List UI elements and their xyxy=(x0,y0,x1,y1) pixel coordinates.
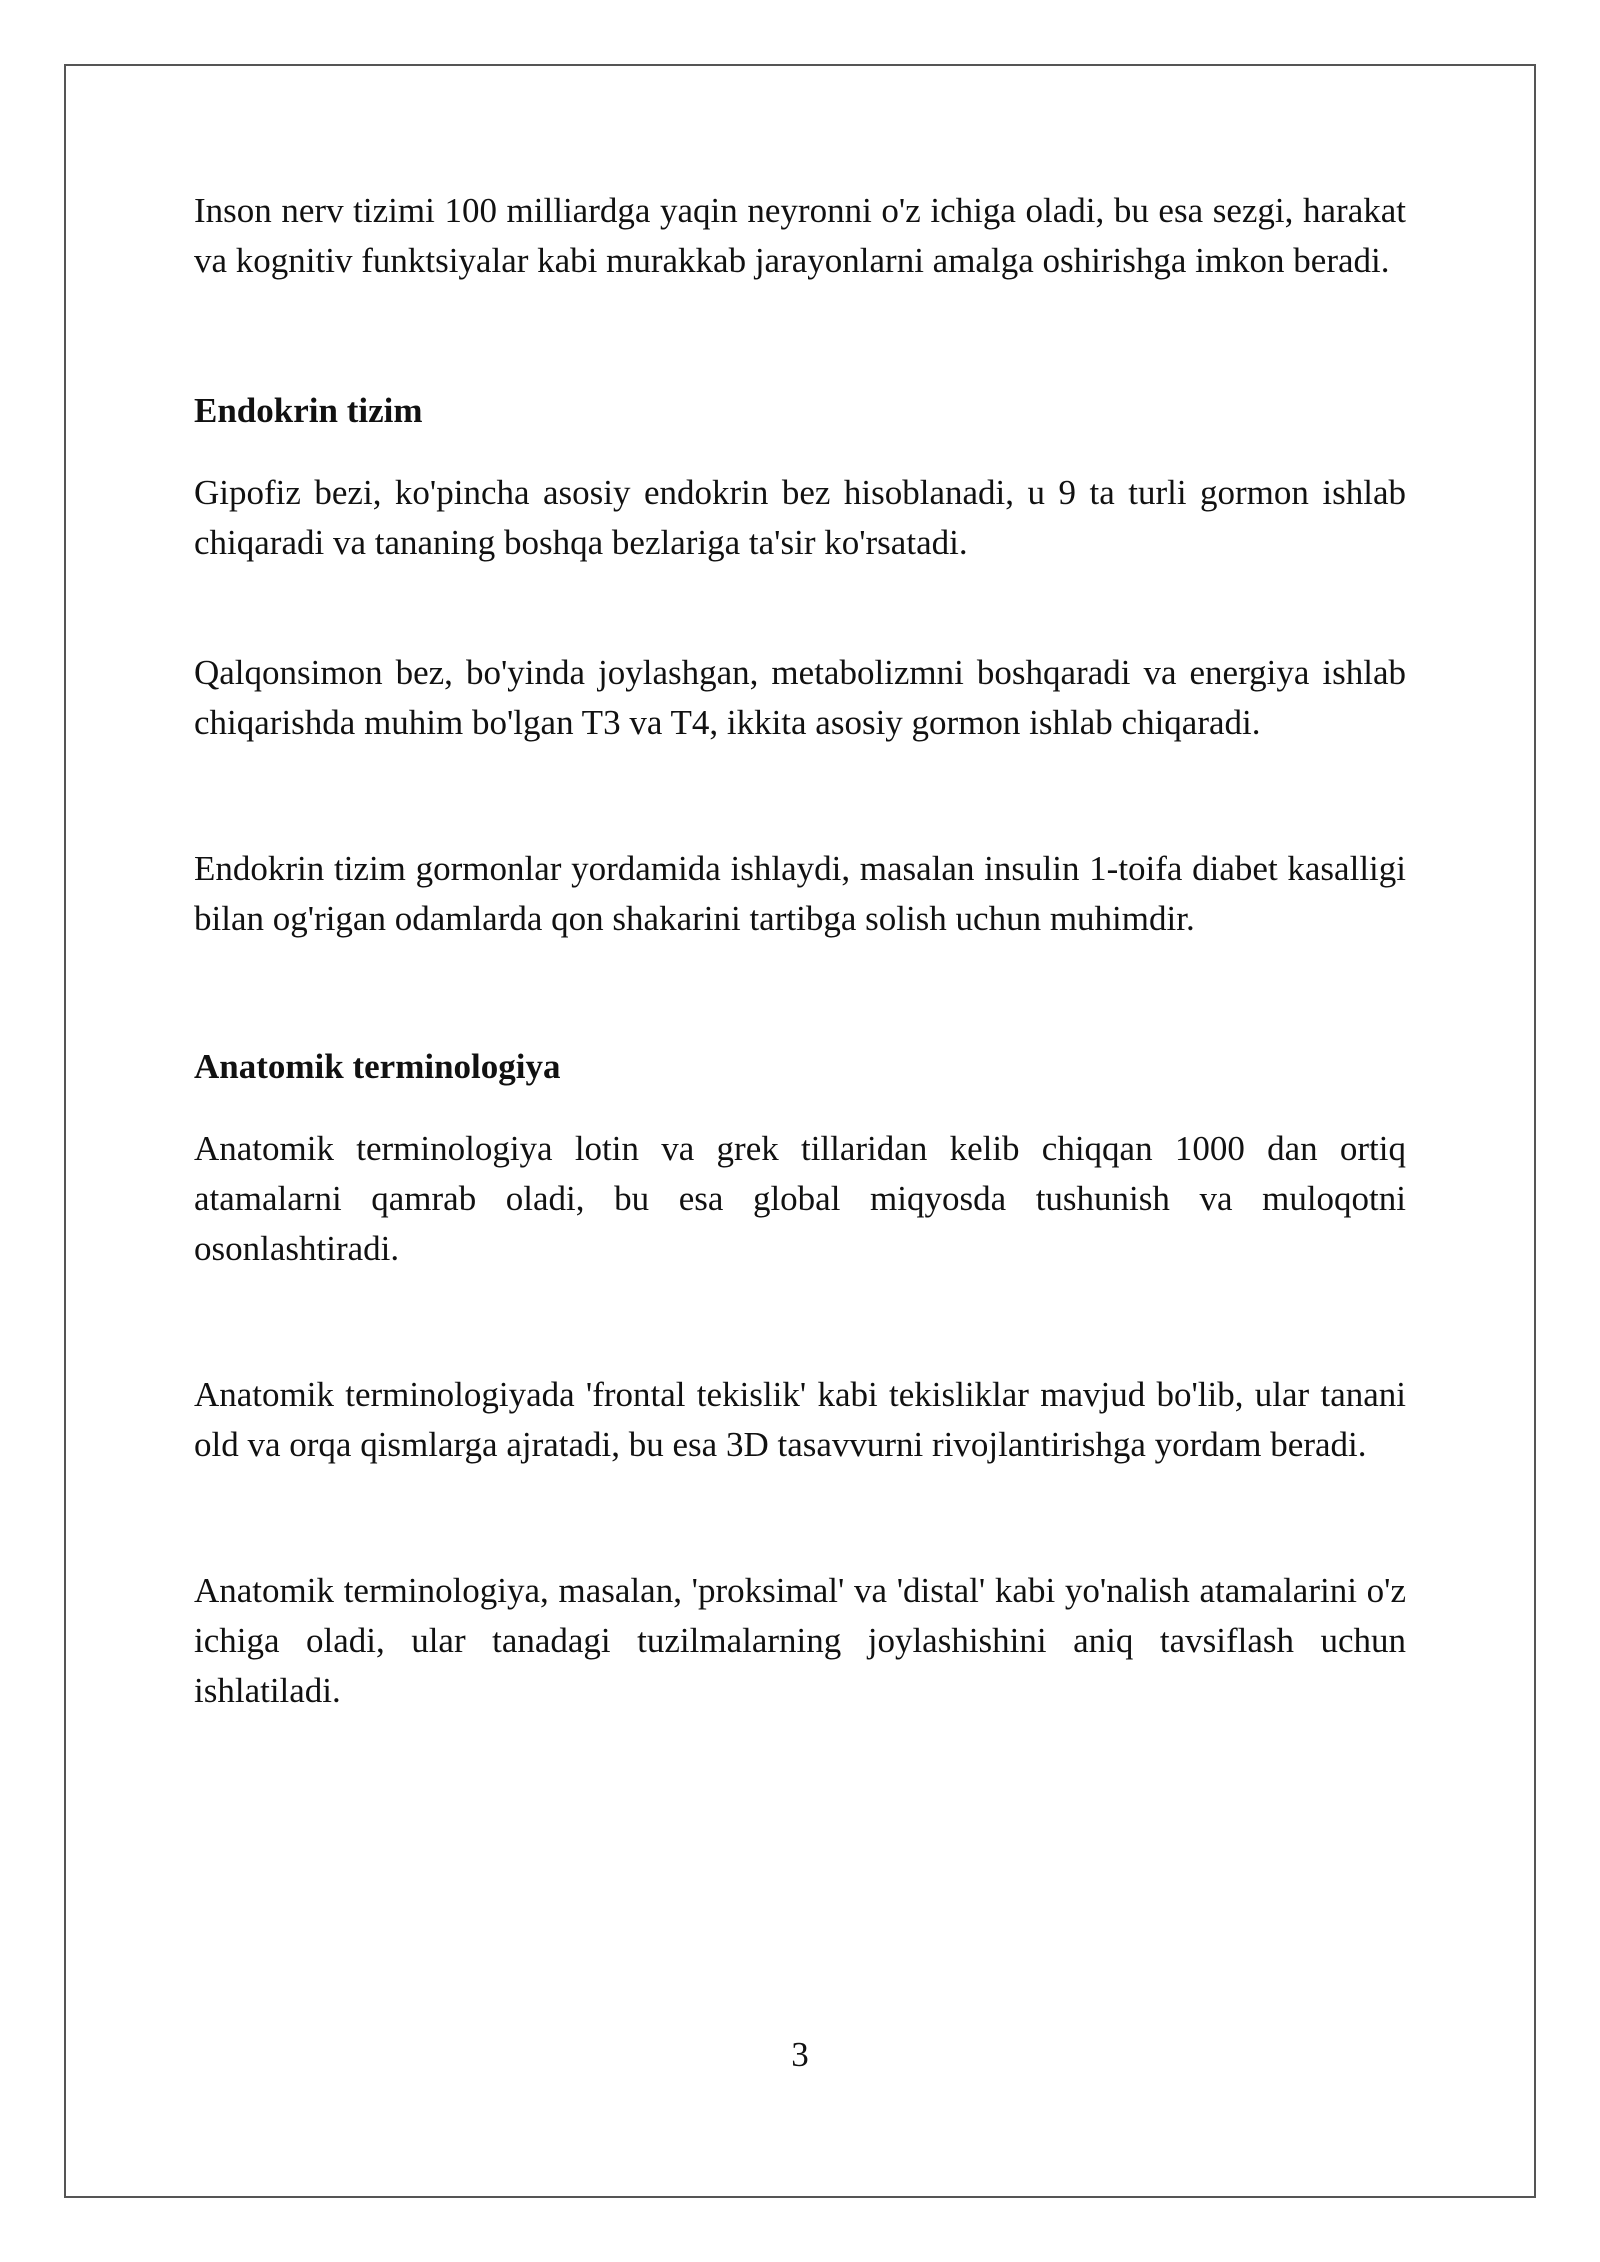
paragraph-directional-terms: Anatomik terminologiya, masalan, 'proksimal' va 'distal' kabi yo'nalish atamalarini o'z ichiga oladi, ular tanadagi tuzilmalarning joylashishini aniq tavsiflash uchun ishlatiladi. xyxy=(194,1571,1406,1710)
paragraph-frontal-plane: Anatomik terminologiyada 'frontal tekislik' kabi tekisliklar mavjud bo'lib, ular tanani old va orqa qismlarga ajratadi, bu esa 3D tasavvurni rivojlantirishga yordam beradi. xyxy=(194,1375,1406,1464)
heading-anatomical-terminology: Anatomik terminologiya xyxy=(194,1047,561,1086)
page-content xyxy=(194,186,1406,1716)
page-number: 3 xyxy=(791,2035,809,2074)
paragraph-thyroid: Qalqonsimon bez, bo'yinda joylashgan, metabolizmni boshqaradi va energiya ishlab chiqarishda muhim bo'lgan T3 va T4, ikkita asosiy gormon ishlab chiqaradi. xyxy=(194,653,1406,742)
paragraph-nervous-system: Inson nerv tizimi 100 milliardga yaqin neyronni o'z ichiga oladi, bu esa sezgi, harakat va kognitiv funktsiyalar kabi murakkab jarayonlarni amalga oshirishga imkon beradi. xyxy=(194,191,1406,280)
heading-endocrine-system: Endokrin tizim xyxy=(194,391,423,430)
paragraph-pituitary: Gipofiz bezi, ko'pincha asosiy endokrin bez hisoblanadi, u 9 ta turli gormon ishlab chiqaradi va tananing boshqa bezlariga ta'sir ko'rsatadi. xyxy=(194,473,1406,562)
paragraph-insulin: Endokrin tizim gormonlar yordamida ishlaydi, masalan insulin 1-toifa diabet kasalligi bilan og'rigan odamlarda qon shakarini tartibga solish uchun muhimdir. xyxy=(194,849,1406,938)
paragraph-terminology-origin: Anatomik terminologiya lotin va grek tillaridan kelib chiqqan 1000 dan ortiq atamalarni qamrab oladi, bu esa global miqyosda tushunish va muloqotni osonlashtiradi. xyxy=(194,1129,1406,1268)
